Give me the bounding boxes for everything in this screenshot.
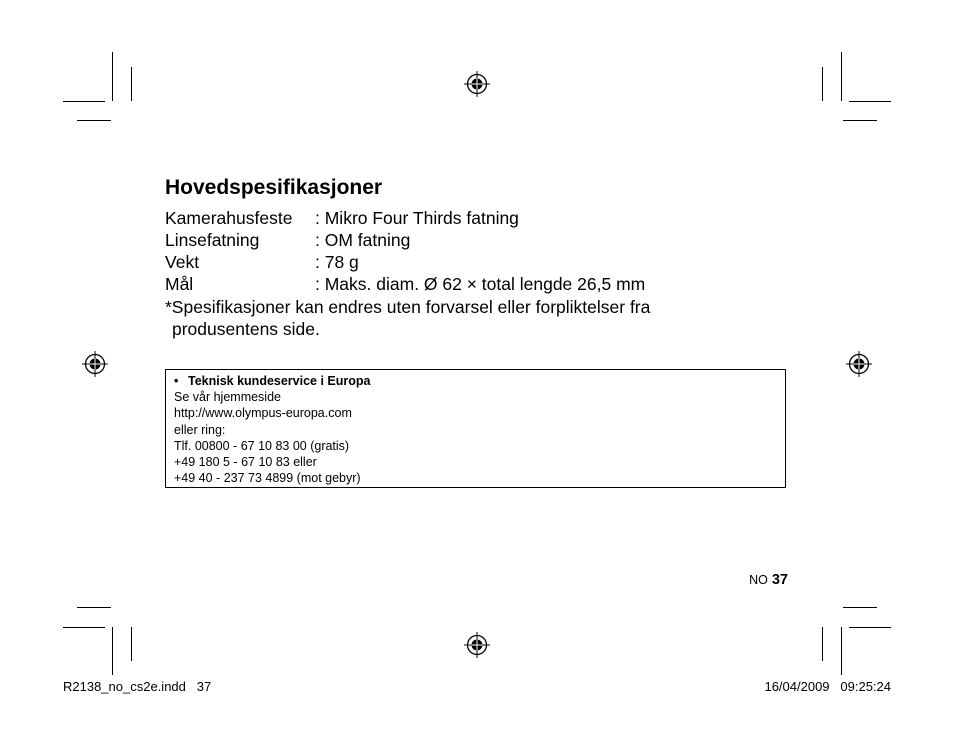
crop-mark bbox=[849, 627, 891, 628]
service-line: Se vår hjemmeside bbox=[174, 390, 281, 405]
disclaimer-note bbox=[165, 296, 650, 340]
service-phone: +49 180 5 - 67 10 83 eller bbox=[174, 455, 317, 470]
crop-mark bbox=[843, 120, 877, 121]
crop-mark bbox=[131, 67, 132, 101]
page-number-value: 37 bbox=[771, 572, 788, 588]
service-heading-text: Teknisk kundeservice i Europa bbox=[188, 374, 371, 388]
registration-mark-icon bbox=[464, 632, 490, 658]
bullet-icon: • bbox=[174, 374, 179, 388]
spec-value: : 78 g bbox=[315, 252, 359, 272]
registration-mark-icon bbox=[464, 71, 490, 97]
crop-mark bbox=[822, 67, 823, 101]
spec-label: Vekt bbox=[165, 252, 200, 272]
crop-mark bbox=[63, 627, 105, 628]
footer-filename: R2138_no_cs2e.indd bbox=[63, 679, 186, 694]
service-phone: +49 40 - 237 73 4899 (mot gebyr) bbox=[174, 471, 361, 486]
crop-mark bbox=[112, 627, 113, 675]
page-number bbox=[749, 571, 788, 589]
crop-mark bbox=[841, 627, 842, 675]
crop-mark bbox=[112, 52, 113, 101]
registration-mark-icon bbox=[846, 351, 872, 377]
crop-mark bbox=[63, 101, 105, 102]
crop-mark bbox=[77, 607, 111, 608]
registration-mark-icon bbox=[82, 351, 108, 377]
footer-time: 09:25:24 bbox=[840, 679, 891, 694]
service-phone: Tlf. 00800 - 67 10 83 00 (gratis) bbox=[174, 438, 350, 453]
footer-file-info bbox=[63, 679, 211, 694]
spec-value: : Mikro Four Thirds fatning bbox=[315, 208, 519, 228]
service-url[interactable]: http://www.olympus-europa.com bbox=[174, 406, 352, 421]
spec-value: : Maks. diam. Ø 62 × total lengde 26,5 mm bbox=[315, 274, 646, 294]
crop-mark bbox=[841, 52, 842, 101]
spec-label: Linsefatning bbox=[165, 230, 260, 250]
section-title: Hovedspesifikasjoner bbox=[165, 176, 383, 199]
crop-mark bbox=[77, 120, 111, 121]
note-line: *Spesifikasjoner kan endres uten forvarsel eller forpliktelser fra bbox=[165, 297, 651, 317]
crop-mark bbox=[843, 607, 877, 608]
footer-date: 16/04/2009 bbox=[764, 679, 830, 694]
service-heading bbox=[174, 373, 777, 389]
crop-mark bbox=[131, 627, 132, 661]
language-code: NO bbox=[749, 573, 768, 587]
spec-label: Kamerahusfeste bbox=[165, 208, 293, 228]
spec-label: Mål bbox=[165, 274, 194, 294]
footer-timestamp bbox=[764, 679, 891, 694]
spec-value: : OM fatning bbox=[315, 230, 411, 250]
crop-mark bbox=[849, 101, 891, 102]
service-line: eller ring: bbox=[174, 422, 226, 437]
footer-file-page: 37 bbox=[196, 679, 212, 694]
crop-mark bbox=[822, 627, 823, 661]
note-line: produsentens side. bbox=[172, 319, 320, 339]
service-info-box bbox=[165, 369, 786, 488]
